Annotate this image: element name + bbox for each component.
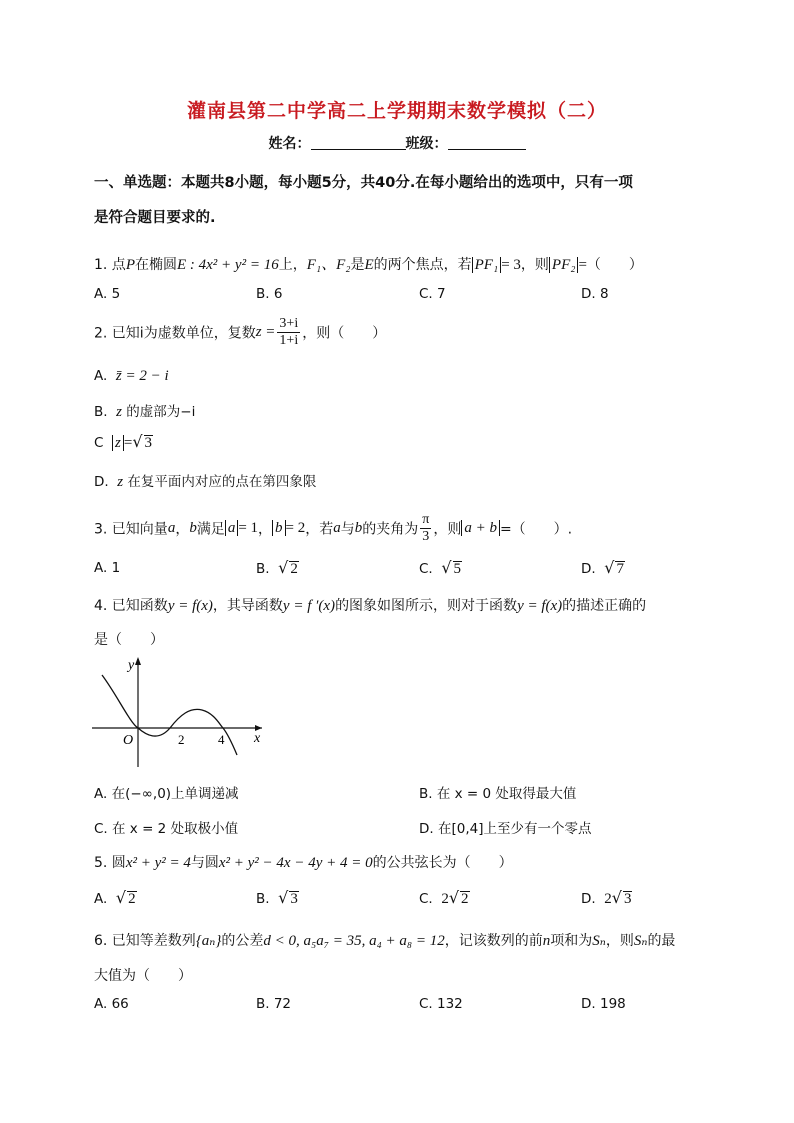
q5-option-d[interactable]: D. 2√ 3: [581, 888, 632, 907]
tick-4-label: 4: [218, 732, 225, 747]
q6-option-c[interactable]: C. 132: [419, 996, 463, 1012]
y-axis-label: y: [128, 658, 135, 673]
question-3: 3. 已知向量a，b满足 a = 1， b = 2，若a与b的夹角为 $\frac{\pi}{3}$ ，则 a + b =（ ）.: [94, 512, 573, 544]
q2-option-c[interactable]: C z =√ 3: [94, 432, 153, 451]
q1-option-d[interactable]: D. 8: [581, 286, 609, 302]
q4-option-b[interactable]: B. 在 x = 0 处取得最大值: [419, 786, 577, 802]
q6-option-a[interactable]: A. 66: [94, 996, 129, 1012]
question-4-line-2: 是（ ）: [94, 632, 164, 648]
x-axis-label: x: [254, 731, 261, 746]
page-title: 灌南县第二中学高二上学期期末数学模拟（二）: [186, 100, 607, 122]
q1-option-c[interactable]: C. 7: [419, 286, 446, 302]
question-4-line-1: 4. 已知函数y = f(x)，其导函数y = f ′(x)的图象如图所示，则对于函数y = f(x)的描述正确的: [94, 598, 647, 614]
angle-fraction: $\frac{\pi}{3}$: [422, 512, 430, 544]
complex-fraction: $\frac{3+i}{1+i}$: [279, 316, 299, 348]
student-info-line: [0, 133, 794, 153]
q5-option-b[interactable]: B. √ 3: [256, 888, 298, 907]
y-axis-arrow-icon: [135, 657, 141, 665]
q6-option-b[interactable]: B. 72: [256, 996, 292, 1012]
q1-option-a[interactable]: A. 5: [94, 286, 121, 302]
name-blank[interactable]: [311, 135, 406, 150]
class-blank[interactable]: [448, 135, 526, 150]
q5-option-a[interactable]: A. √ 2: [94, 888, 136, 907]
question-5: 5. 圆x² + y² = 4与圆x² + y² − 4x − 4y + 4 = 0的公共弦长为（ ）: [94, 855, 513, 871]
q2-option-b[interactable]: B. z 的虚部为−i: [94, 404, 196, 420]
question-1: 1. 点P在椭圆E : 4x² + y² = 16上，F₁、F₂是E的两个焦点，若 PF₁ = 3，则 PF₂ =（ ）: [94, 257, 643, 273]
q3-option-d[interactable]: D. √ 7: [581, 558, 624, 577]
class-label: 班级：: [405, 136, 448, 152]
q3-option-c[interactable]: C. √ 5: [419, 558, 462, 577]
q4-option-a[interactable]: A. 在(−∞,0)上单调递减: [94, 786, 239, 802]
name-label: 姓名：: [268, 136, 311, 152]
question-2: 2. 已知i为虚数单位，复数z = $\frac{3+i}{1+i}$ ，则（ ）: [94, 316, 387, 348]
section-heading-line-1: 一、单选题：本题共8小题，每小题5分，共40分.在每小题给出的选项中，只有一项: [94, 175, 633, 191]
question-6-line-2: 大值为（ ）: [94, 968, 192, 984]
q6-option-d[interactable]: D. 198: [581, 996, 626, 1012]
q4-option-c[interactable]: C. 在 x = 2 处取极小值: [94, 821, 239, 837]
origin-label: O: [123, 733, 134, 748]
q2-option-a[interactable]: A. z̄ = 2 − i: [94, 368, 169, 384]
section-heading-line-2: 是符合题目要求的.: [94, 210, 216, 226]
derivative-graph: [92, 655, 267, 770]
q3-option-a[interactable]: A. 1: [94, 560, 121, 576]
q5-option-c[interactable]: C. 2√ 2: [419, 888, 469, 907]
question-6-line-1: 6. 已知等差数列{aₙ}的公差d < 0, a₅a₇ = 35, a₄ + a₈ = 12，记该数列的前n项和为Sₙ，则Sₙ的最: [94, 933, 676, 949]
ellipse-equation: E : 4x² + y² = 16: [176, 257, 279, 273]
tick-2-label: 2: [178, 732, 185, 747]
q2-option-d[interactable]: D. z 在复平面内对应的点在第四象限: [94, 474, 317, 490]
q3-option-b[interactable]: B. √ 2: [256, 558, 298, 577]
q4-option-d[interactable]: D. 在[0,4]上至少有一个零点: [419, 821, 592, 837]
q1-option-b[interactable]: B. 6: [256, 286, 283, 302]
